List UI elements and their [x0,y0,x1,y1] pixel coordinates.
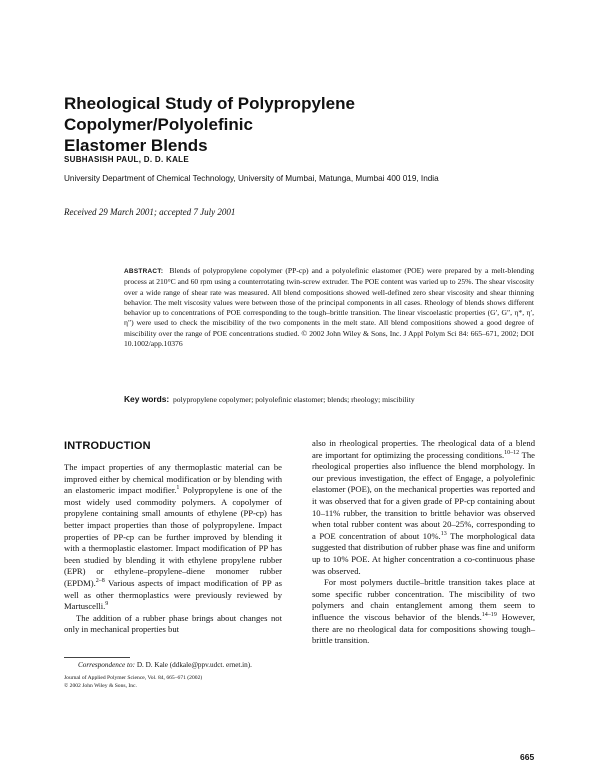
page-number: 665 [520,752,535,762]
citation-ref: 13 [440,530,447,537]
citation-ref: 10–12 [504,449,520,456]
journal-info [64,675,202,690]
affiliation: University Department of Chemical Technology, University of Mumbai, Matunga, Mumbai 400 019, India [64,174,439,183]
journal-citation: Journal of Applied Polymer Science, Vol. 84, 665–671 (2002) [64,675,203,681]
keywords-text: polypropylene copolymer; polyolefinic elastomer; blends; rheology; miscibility [172,395,415,404]
intro-paragraph-4: For most polymers ductile–brittle transition takes place at some specific rubber concentration. The miscibility of two polymers and chain entanglement among them seem to influence the viscous behavior of the blends.$^{14-19}$ However, there are no rheological data for compositions showing tough–brittle transition. [312,577,535,646]
copyright: © 2002 John Wiley & Sons, Inc. [64,682,137,689]
correspondence-label: Correspondence to: [78,661,136,669]
intro-paragraph-1: The impact properties of any thermoplastic material can be improved either by chemical modification or by blending with an elastomeric impact modifier.$^1$ Polypropylene is one of the most widely used commodity polymers. A copolymer of propylene containing small amounts of ethylene (PP-cp) has better impact properties than those of polypropylene. Impact properties of PP-cp can be further improved by blending it with a thermoplastic elastomer. Impact modification of PP has been studied by blending it with ethylene propylene rubber (EPR) or ethylene–propylene–diene monomer rubber (EPDM).$^{2-8}$ Various aspects of impact modification of PP as well as other thermoplastics were previously reviewed by Martuscelli.$^9$ [64,462,282,612]
title-line-1: Rheological Study of Polypropylene Copolymer/Polyolefinic [64,94,355,134]
intro-paragraph-3: also in rheological properties. The rheological data of a blend are important for optimizing the processing conditions.$^{10-12}$ The rheological properties also influence the blend morphology. In our previous investigation, the effect of Engage, a polyolefinic elastomer (POE), on the mechanical properties was reported and it was observed that for a given grade of PP-cp containing about 10–11% rubber, the transition to brittle behavior was observed when total rubber content was about 20–25%, corresponding to a POE concentration of about 10%.$^{13}$ The morphological data suggested that distribution of rubber phase was fine and uniform up to 10% POE. At higher concentration a co-continuous phase was observed. [312,438,536,576]
abstract-text: Blends of polypropylene copolymer (PP-cp) and a polyolefinic elastomer (POE) were prepared by a melt-blending process at 210°C and 60 rpm using a counterrotating twin-screw extruder. The POE content was varied up to 25%. The shear viscosity over a wide range of shear rate was measured. All blend compositions showed well-defined zero shear viscosity and shear thinning behavior. The melt viscosity values were between those of the principal components in all cases. Rheology of blends shows different behavior up to concentrations of POE corresponding to the tough–brittle transition. The linear viscoelastic properties (G′, G″, η*, η′, η″) were used to check the miscibility of the two components in the melt state. All blend compositions showed a good degree of miscibility over the range of POE concentrations studied. © 2002 John Wiley & Sons, Inc. J Appl Polym Sci 84: 665–671, 2002; DOI 10.1002/app.10376 [124,266,534,349]
paper-title [64,93,544,156]
received-dates: Received 29 March 2001; accepted 7 July 2001 [64,207,236,217]
keywords [124,394,534,405]
right-column [312,438,535,647]
footnote-rule [64,657,130,658]
keywords-label: Key words: [124,394,170,404]
citation-ref: 1 [176,485,180,492]
intro-paragraph-2: The addition of a rubber phase brings about changes not only in mechanical properties but [64,612,282,635]
correspondence-text: D. D. Kale (ddkale@ppv.udct. ernet.in). [135,661,252,669]
abstract-label: ABSTRACT: [124,268,164,275]
citation-ref: 14–19 [481,612,497,619]
citation-ref: 2–8 [95,578,105,585]
correspondence-footnote [78,661,252,669]
citation-ref: 9 [105,601,109,608]
abstract [124,266,534,349]
title-line-2: Elastomer Blends [64,136,208,155]
authors: SUBHASISH PAUL, D. D. KALE [64,155,189,164]
section-heading-introduction: INTRODUCTION [64,440,151,452]
left-column [64,462,282,636]
